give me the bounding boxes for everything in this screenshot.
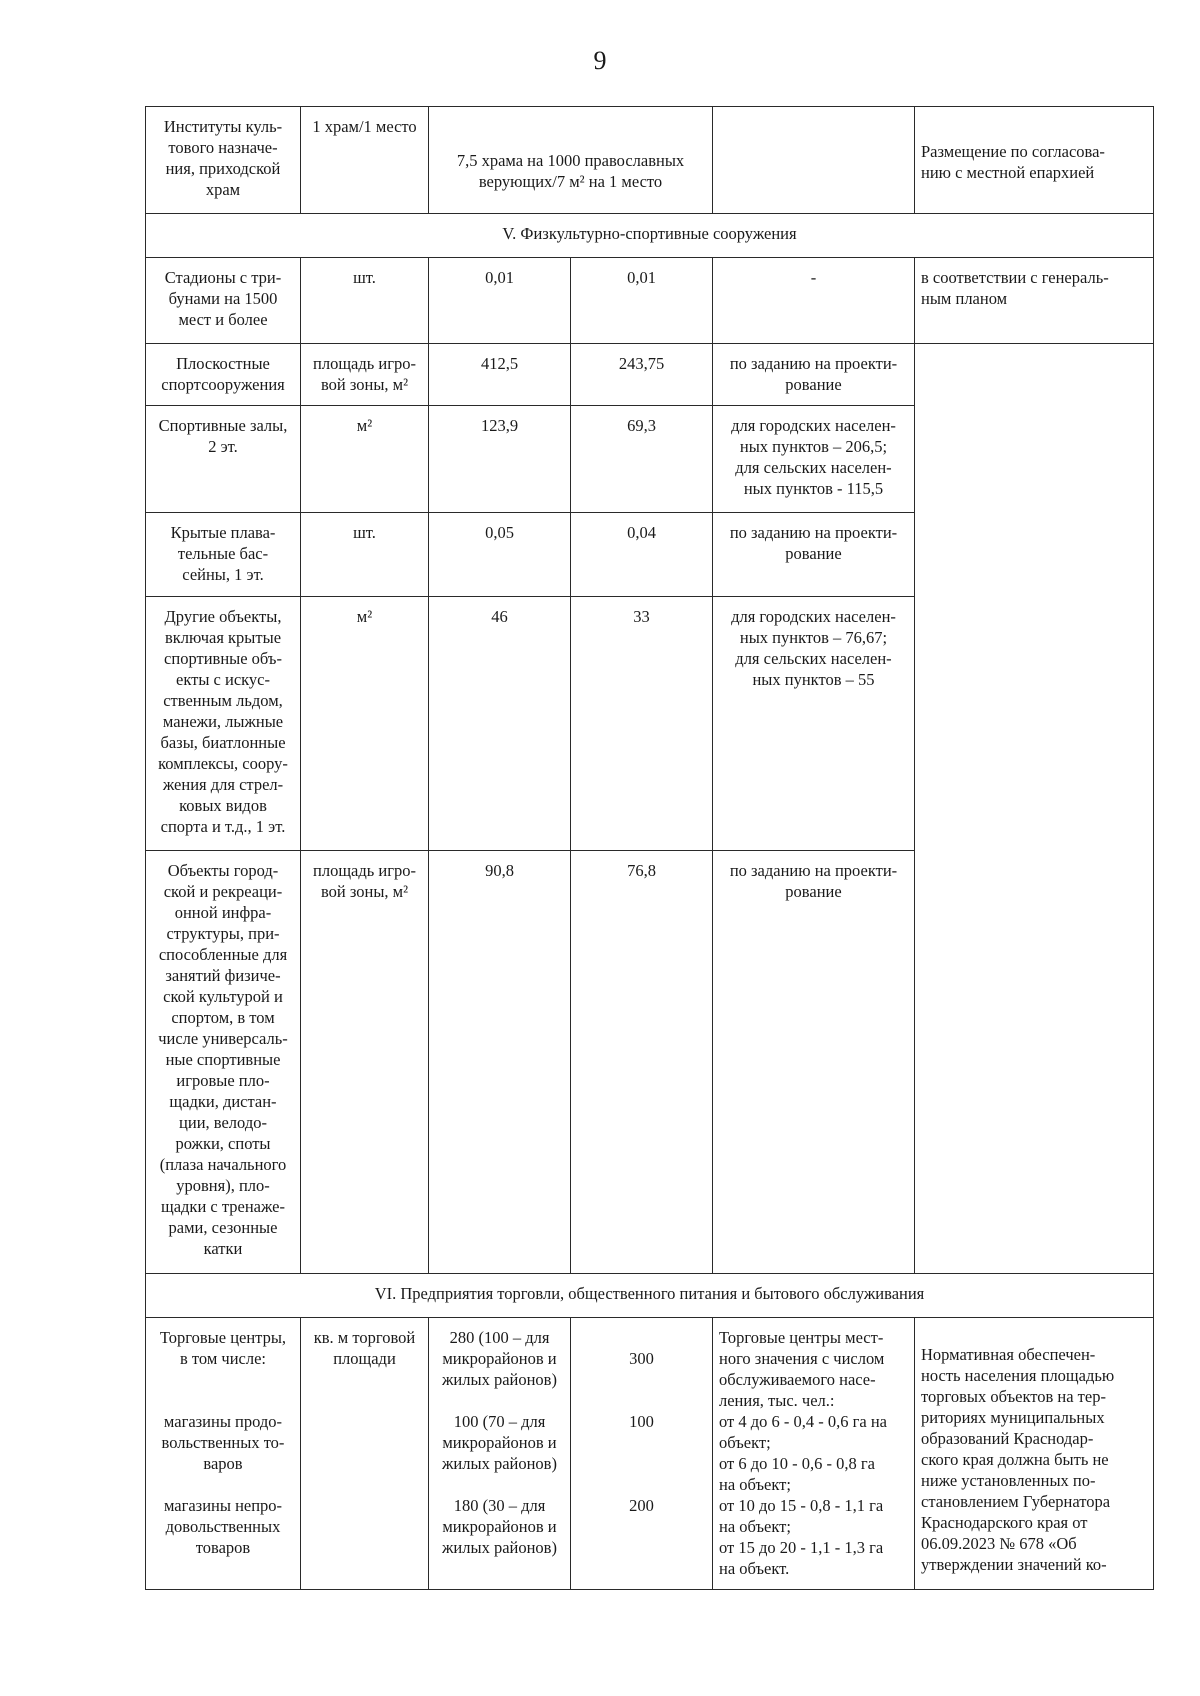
cell-unit: шт. <box>301 513 429 597</box>
cell-size: - <box>713 258 915 344</box>
cell-name: Объекты город- ской и рекреаци- онной инфра- структуры, при- способленные для занятий физиче- ской культурой и спортом, в том числе универсаль- ные спортивные игровые пло- щадки, дистан- ции, велодо- рожки, споты (плаза начального уровня), пло- щадки с тренаже- рами, сезонные катки <box>146 851 301 1274</box>
cell-urban: 0,05 <box>429 513 571 597</box>
cell-empty <box>713 107 915 214</box>
norms-table <box>145 106 1154 1590</box>
cell-urban: 280 (100 – для микрорайонов и жилых районов) 100 (70 – для микрорайонов и жилых районов) 180 (30 – для микрорайонов и жилых районов) <box>429 1318 571 1590</box>
section-header-vi <box>146 1274 1154 1318</box>
cell-unit: 1 храм/1 место <box>301 107 429 214</box>
cell-note: Нормативная обеспечен- ность населения площадью торговых объектов на тер- риториях муниципальных образований Краснодар- ского края должна быть не ниже установленных по- становлением Губернатора Краснодарского края от 06.09.2023 № 678 «Об утверждении значений ко- <box>915 1318 1154 1590</box>
table-row-trade <box>146 1318 1154 1590</box>
cell-name: Крытые плава- тельные бас- сейны, 1 эт. <box>146 513 301 597</box>
cell-urban: 0,01 <box>429 258 571 344</box>
cell-note: Размещение по согласова- нию с местной епархией <box>915 107 1154 214</box>
cell-urban: 123,9 <box>429 406 571 513</box>
cell-rural: 76,8 <box>571 851 713 1274</box>
cell-name: Другие объекты, включая крытые спортивные объ- екты с искус- ственным льдом, манежи, лыжные базы, биатлонные комплексы, соору- жения для стрел- ковых видов спорта и т.д., 1 эт. <box>146 597 301 851</box>
cell-note: в соответствии с генераль- ным планом <box>915 258 1154 344</box>
cell-unit: шт. <box>301 258 429 344</box>
cell-unit: кв. м торговой площади <box>301 1318 429 1590</box>
cell-rural: 69,3 <box>571 406 713 513</box>
cell-size: Торговые центры мест- ного значения с числом обслуживаемого насе- ления, тыс. чел.: от 4 до 6 - 0,4 - 0,6 га на объект; от 6 до 10 - 0,6 - 0,8 га на объект; от 10 до 15 - 0,8 - 1,1 га на объект; от 15 до 20 - 1,1 - 1,3 га на объект. <box>713 1318 915 1590</box>
cell-unit: площадь игро- вой зоны, м² <box>301 851 429 1274</box>
cell-unit: м² <box>301 406 429 513</box>
cell-name: Институты куль- тового назначе- ния, приходской храм <box>146 107 301 214</box>
cell-norm: 7,5 храма на 1000 православных верующих/7 м² на 1 место <box>429 107 713 214</box>
table-row-flat-sports <box>146 344 1154 406</box>
table-row-temple <box>146 107 1154 214</box>
cell-name: Торговые центры, в том числе: магазины продо- вольственных то- варов магазины непро- довольственных товаров <box>146 1318 301 1590</box>
cell-urban: 412,5 <box>429 344 571 406</box>
cell-rural: 0,01 <box>571 258 713 344</box>
section-header-v <box>146 214 1154 258</box>
cell-rural: 0,04 <box>571 513 713 597</box>
cell-size: по заданию на проекти- рование <box>713 851 915 1274</box>
cell-unit: м² <box>301 597 429 851</box>
cell-rural: 243,75 <box>571 344 713 406</box>
section-title: V. Физкультурно-спортивные сооружения <box>146 214 1154 258</box>
cell-size: по заданию на проекти- рование <box>713 513 915 597</box>
cell-size: для городских населен- ных пунктов – 76,67; для сельских населен- ных пунктов – 55 <box>713 597 915 851</box>
cell-urban: 90,8 <box>429 851 571 1274</box>
cell-rural: 33 <box>571 597 713 851</box>
cell-name: Спортивные залы, 2 эт. <box>146 406 301 513</box>
cell-rural: 300 100 200 <box>571 1318 713 1590</box>
cell-urban: 46 <box>429 597 571 851</box>
table-row-stadiums <box>146 258 1154 344</box>
cell-size: по заданию на проекти- рование <box>713 344 915 406</box>
cell-name: Стадионы с три- бунами на 1500 мест и более <box>146 258 301 344</box>
cell-size: для городских населен- ных пунктов – 206,5; для сельских населен- ных пунктов - 115,5 <box>713 406 915 513</box>
cell-name: Плоскостные спортсооружения <box>146 344 301 406</box>
cell-note-empty <box>915 344 1154 1274</box>
cell-unit: площадь игро- вой зоны, м² <box>301 344 429 406</box>
section-title: VI. Предприятия торговли, общественного питания и бытового обслуживания <box>146 1274 1154 1318</box>
page-number: 9 <box>593 46 607 75</box>
